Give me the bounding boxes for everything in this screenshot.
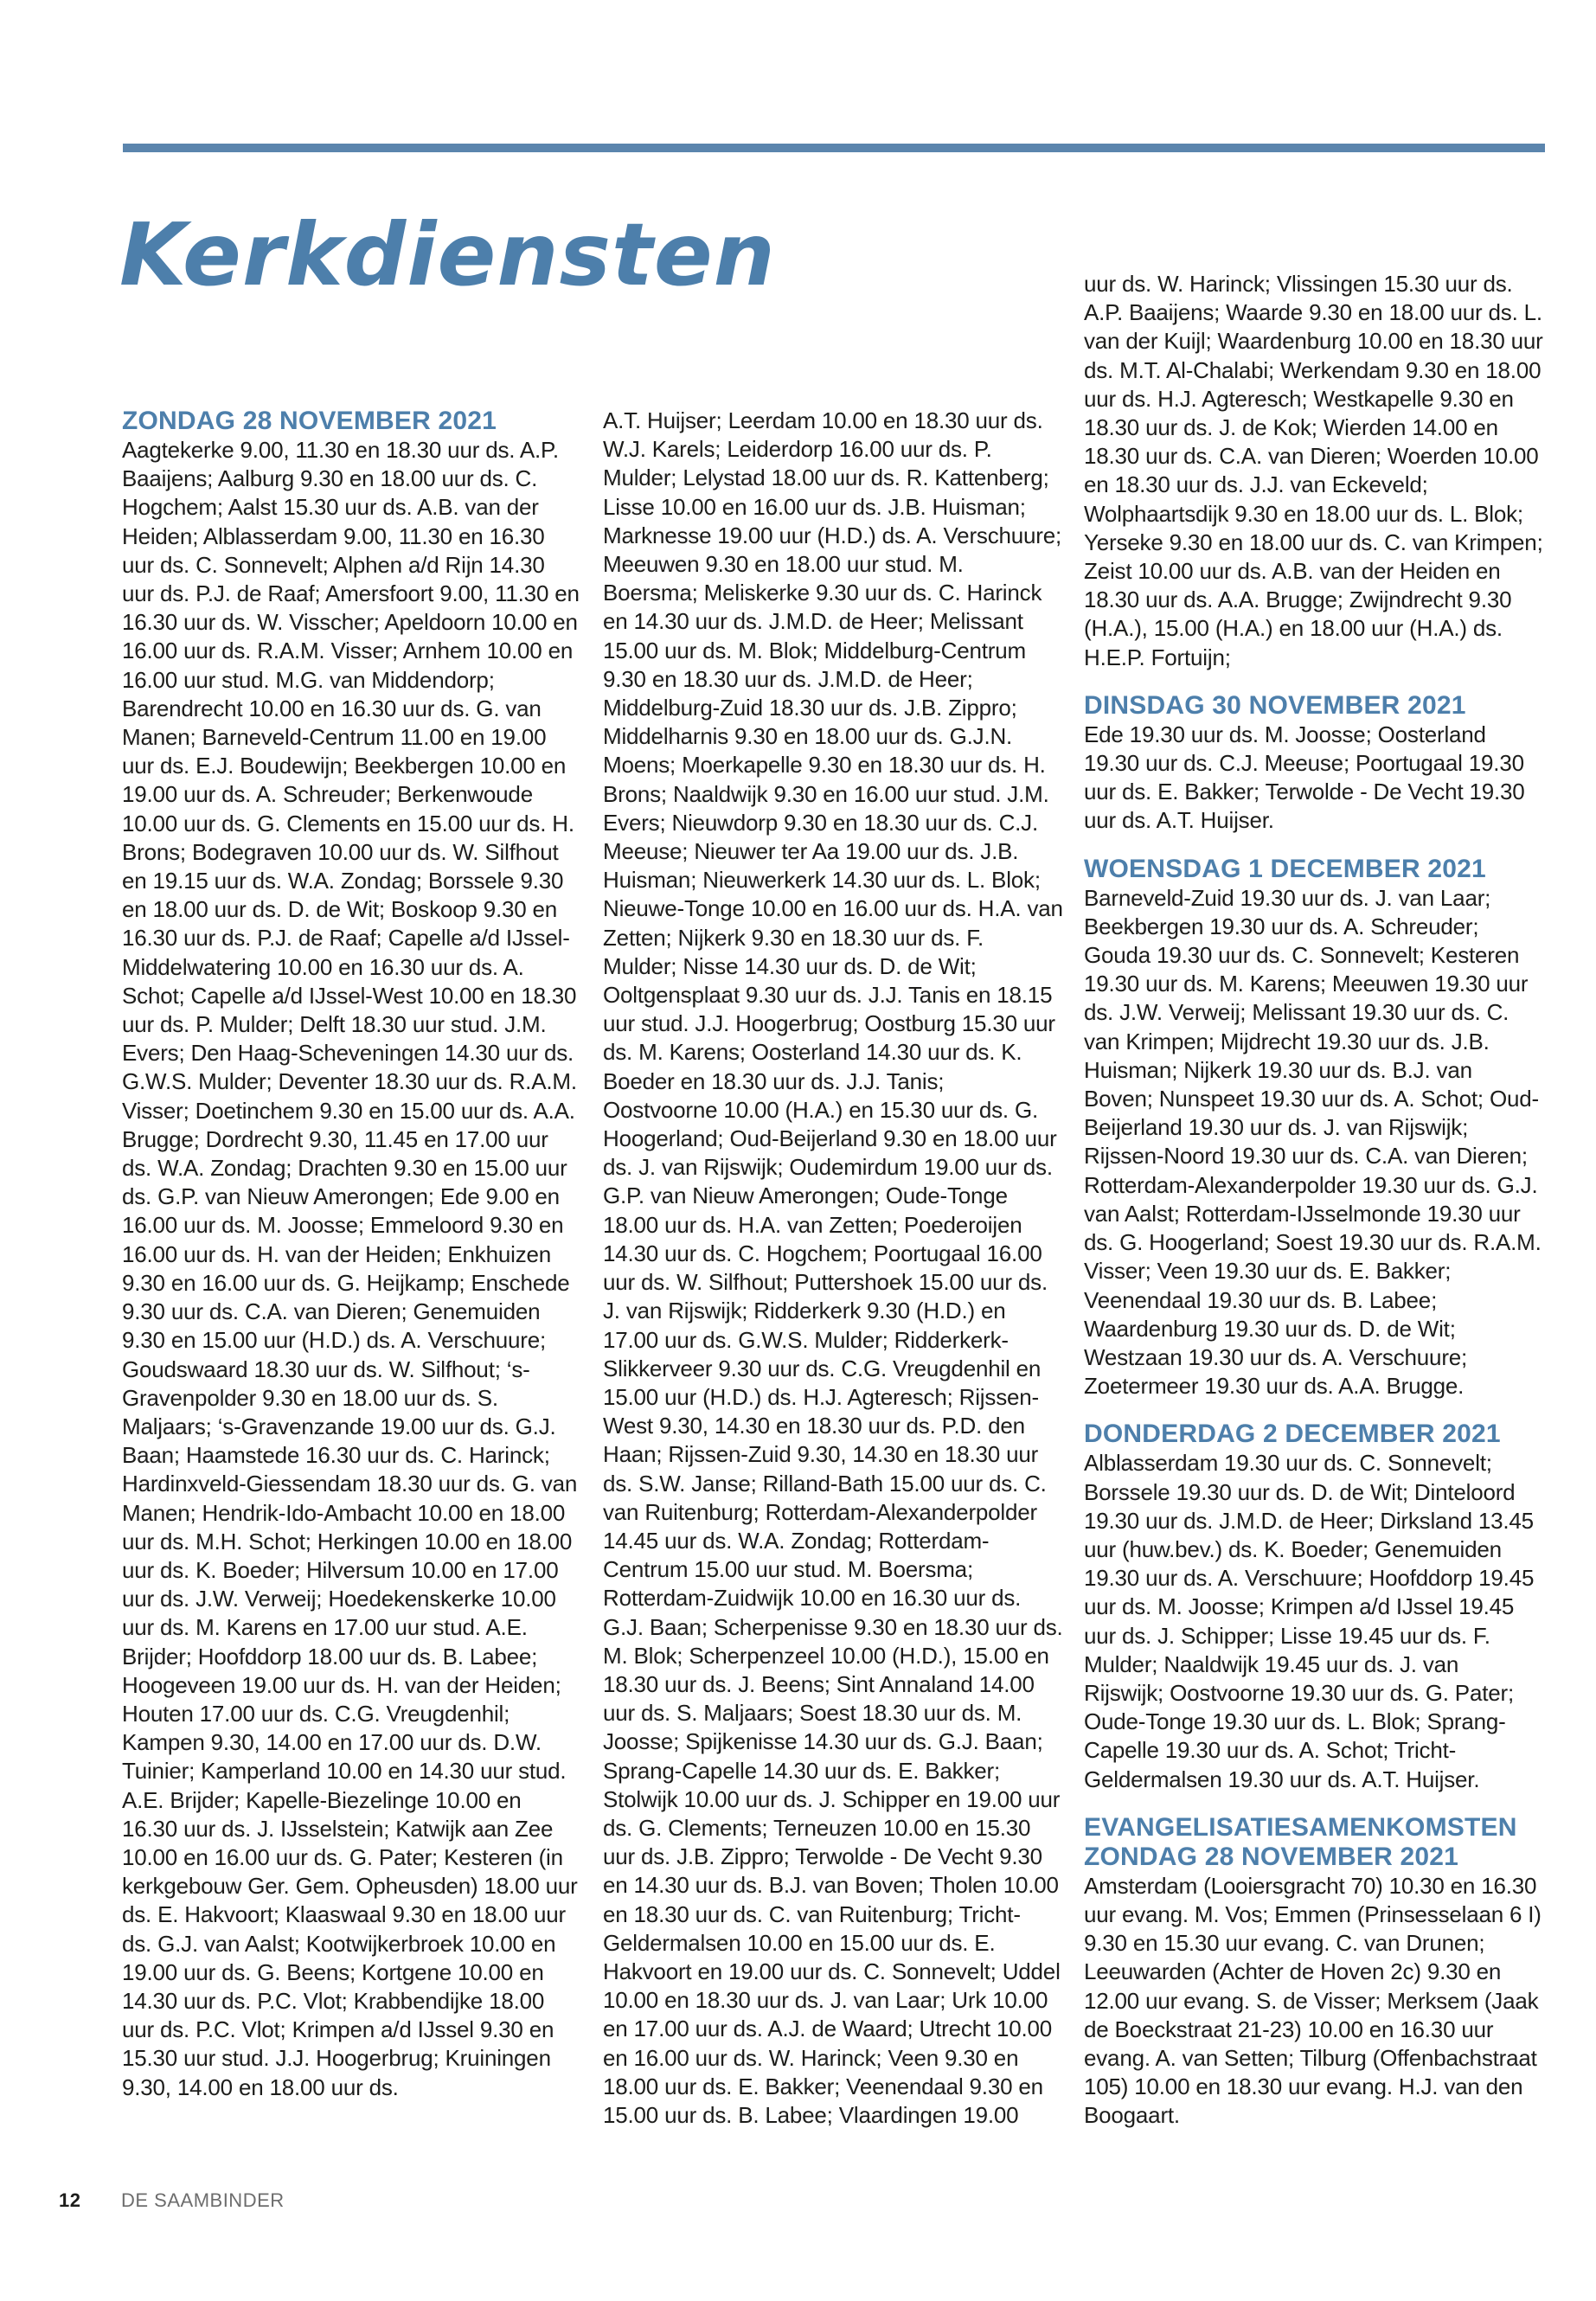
section-body-tuesday: Ede 19.30 uur ds. M. Joosse; Oosterland 19.30 uur ds. C.J. Meeuse; Poortugaal 19.30 uur ds. E. Bakker; Terwolde - De Vecht 19.30 uur ds. A.T. Huijser. — [1084, 721, 1525, 834]
page-number: 12 — [59, 2189, 81, 2211]
top-divider — [123, 144, 1545, 152]
section-heading-sunday: ZONDAG 28 NOVEMBER 2021 — [122, 407, 497, 435]
section-body-sunday: Aagtekerke 9.00, 11.30 en 18.30 uur ds. A.P. Baaijens; Aalburg 9.30 en 18.00 uur ds. C. Hogchem; Aalst 15.30 uur ds. A.B. van der Heiden; Alblasserdam 9.00, 11.30 en 16.30 uur ds. C. Sonnevelt; Alphen a/d Rijn 14.30 uur ds. P.J. de Raaf; Amersfoort 9.00, 11.30 en 16.30 uur ds. W. Visscher; Apeldoorn 10.00 en 16.00 uur ds. R.A.M. Visser; Arnhem 10.00 en 16.00 uur stud. M.G. van Middendorp; Barendrecht 10.00 en 16.30 uur ds. G. van Manen; Barneveld-Centrum 11.00 en 19.00 uur ds. E.J. Boudewijn; Beekbergen 10.00 en 19.00 uur ds. A. Schreuder; Berkenwoude 10.00 uur ds. G. Clements en 15.00 uur ds. H. Brons; Bodegraven 10.00 uur ds. W. Silfhout en 19.15 uur ds. W.A. Zondag; Borssele 9.30 en 18.00 uur ds. D. de Wit; Boskoop 9.30 en 16.30 uur ds. P.J. de Raaf; Capelle a/d IJssel-Middelwatering 10.00 en 16.30 uur ds. A. Schot; Capelle a/d IJssel-West 10.00 en 18.30 uur ds. P. Mulder; Delft 18.30 uur stud. J.M. Evers; Den Haag-Scheveningen 14.30 uur ds. G.W.S. Mulder; Deventer 18.30 uur ds. R.A.M. Visser; Doetinchem 9.30 en 15.00 uur ds. A.A. Brugge; Dordrecht 9.30, 11.45 en 17.00 uur ds. W.A. Zondag; Drachten 9.30 en 15.00 uur ds. G.P. van Nieuw Amerongen; Ede 9.00 en 16.00 uur ds. M. Joosse; Emmeloord 9.30 en 16.00 uur ds. H. van der Heiden; Enkhuizen 9.30 en 16.00 uur ds. G. Heijkamp; Enschede 9.30 uur ds. C.A. van Dieren; Genemuiden 9.30 en 15.00 uur (H.D.) ds. A. Verschuure; Goudswaard 18.30 uur ds. W. Silfhout; ‘s-Gravenpolder 9.30 en 18.00 uur ds. S. Maljaars; ‘s-Gravenzande 19.00 uur ds. G.J. Baan; Haamstede 16.30 uur ds. C. Harinck; Hardinxveld-Giessendam 18.30 uur ds. G. van Manen; Hendrik-Ido-Ambacht 10.00 en 18.00 uur ds. M.H. Schot; Herkingen 10.00 en 18.00 uur ds. K. Boeder; Hilversum 10.00 en 17.00 uur ds. J.W. Verweij; Hoedekenskerke 10.00 uur ds. M. Karens en 17.00 uur stud. A.E. Brijder; Hoofddorp 18.00 uur ds. B. Labee; Hoogeveen 19.00 uur ds. H. van der Heiden; Houten 17.00 uur ds. C.G. Vreugdenhil; Kampen 9.30, 14.00 en 17.00 uur ds. D.W. Tuinier; Kamperland 10.00 en 14.30 uur stud. A.E. Brijder; Kapelle-Biezelinge 10.00 en 16.30 uur ds. J. IJsselstein; Katwijk aan Zee 10.00 en 16.00 uur ds. G. Pater; Kesteren (in kerkgebouw Ger. Gem. Opheusden) 18.00 uur ds. E. Hakvoort; Klaaswaal 9.30 en 18.00 uur ds. G.J. van Aalst; Kootwijkerbroek 10.00 en 19.00 uur ds. G. Beens; Kortgene 10.00 en 14.30 uur ds. P.C. Vlot; Krabbendijke 18.00 uur ds. P.C. Vlot; Krimpen a/d IJssel 9.30 en 15.30 uur stud. J.J. Hoogerbrug; Kruiningen 9.30, 14.00 en 18.00 uur ds. — [122, 437, 580, 2100]
page-title: Kerkdiensten — [119, 204, 776, 305]
section-subheading-evangelization-date: ZONDAG 28 NOVEMBER 2021 — [1084, 1842, 1459, 1871]
publication-name: DE SAAMBINDER — [121, 2189, 285, 2211]
section-body-sunday-continued: A.T. Huijser; Leerdam 10.00 en 18.30 uur ds. W.J. Karels; Leiderdorp 16.00 uur ds. P. Mulder; Lelystad 18.00 uur ds. R. Kattenberg; Lisse 10.00 en 16.00 uur ds. J.B. Huisman; Marknesse 19.00 uur (H.D.) ds. A. Verschuure; Meeuwen 9.30 en 18.00 uur stud. M. Boersma; Meliskerke 9.30 uur ds. C. Harinck en 14.30 uur ds. J.M.D. de Heer; Melissant 15.00 uur ds. M. Blok; Middelburg-Centrum 9.30 en 18.30 uur ds. J.M.D. de Heer; Middelburg-Zuid 18.30 uur ds. J.B. Zippro; Middelharnis 9.30 en 18.00 uur ds. G.J.N. Moens; Moerkapelle 9.30 en 18.30 uur ds. H. Brons; Naaldwijk 9.30 en 16.00 uur stud. J.M. Evers; Nieuwdorp 9.30 en 18.30 uur ds. C.J. Meeuse; Nieuwer ter Aa 19.00 uur ds. J.B. Huisman; Nieuwerkerk 14.30 uur ds. L. Blok; Nieuwe-Tonge 10.00 en 16.00 uur ds. H.A. van Zetten; Nijkerk 9.30 en 18.30 uur ds. F. Mulder; Nisse 14.30 uur ds. D. de Wit; Ooltgensplaat 9.30 uur ds. J.J. Tanis en 18.15 uur stud. J.J. Hoogerbrug; Oostburg 15.30 uur ds. M. Karens; Oosterland 14.30 uur ds. K. Boeder en 18.30 uur ds. J.J. Tanis; Oostvoorne 10.00 (H.A.) en 15.30 uur ds. G. Hoogerland; Oud-Beijerland 9.30 en 18.00 uur ds. J. van Rijswijk; Oudemirdum 19.00 uur ds. G.P. van Nieuw Amerongen; Oude-Tonge 18.00 uur ds. H.A. van Zetten; Poederoijen 14.30 uur ds. C. Hogchem; Poortugaal 16.00 uur ds. W. Silfhout; Puttershoek 15.00 uur ds. J. van Rijswijk; Ridderkerk 9.30 (H.D.) en 17.00 uur ds. G.W.S. Mulder; Ridderkerk-Slikkerveer 9.30 uur ds. C.G. Vreugdenhil en 15.00 uur (H.D.) ds. H.J. Agteresch; Rijssen-West 9.30, 14.30 en 18.30 uur ds. P.D. den Haan; Rijssen-Zuid 9.30, 14.30 en 18.30 uur ds. S.W. Janse; Rilland-Bath 15.00 uur ds. C. van Ruitenburg; Rotterdam-Alexanderpolder 14.45 uur ds. W.A. Zondag; Rotterdam-Centrum 15.00 uur stud. M. Boersma; Rotterdam-Zuidwijk 10.00 en 16.30 uur ds. G.J. Baan; Scherpenisse 9.30 en 18.30 uur ds. M. Blok; Scherpenzeel 10.00 (H.D.), 15.00 en 18.30 uur ds. J. Beens; Sint Annaland 14.00 uur ds. S. Maljaars; Soest 18.30 uur ds. M. Joosse; Spijkenisse 14.30 uur ds. G.J. Baan; Sprang-Capelle 14.30 uur ds. E. Bakker; Stolwijk 10.00 uur ds. J. Schipper en 19.00 uur ds. G. Clements; Terneuzen 10.00 en 15.30 uur ds. J.B. Zippro; Terwolde - De Vecht 9.30 en 14.30 uur ds. B.J. van Boven; Tholen 10.00 en 18.30 uur ds. C. van Ruitenburg; Tricht-Geldermalsen 10.00 en 15.00 uur ds. E. Hakvoort en 19.00 uur ds. C. Sonnevelt; Uddel 10.00 en 18.30 uur ds. J. van Laar; Urk 10.00 en 17.00 uur ds. A.J. de Waard; Utrecht 10.00 en 16.00 uur ds. W. Harinck; Veen 9.30 en 18.00 uur ds. E. Bakker; Veenendaal 9.30 en 15.00 uur ds. B. Labee; Vlaardingen 19.00 — [603, 407, 1063, 2128]
section-heading-thursday: DONDERDAG 2 DECEMBER 2021 — [1084, 1420, 1501, 1449]
section-body-thursday: Alblasserdam 19.30 uur ds. C. Sonnevelt; Borssele 19.30 uur ds. D. de Wit; Dinteloord 19.30 uur ds. J.M.D. de Heer; Dirksland 13.45 uur (huw.bev.) ds. K. Boeder; Genemuiden 19.30 uur ds. A. Verschuure; Hoofddorp 19.45 uur ds. M. Joosse; Krimpen a/d IJssel 19.45 uur ds. J. Schipper; Lisse 19.45 uur ds. F. Mulder; Naaldwijk 19.45 uur ds. J. van Rijswijk; Oostvoorne 19.30 uur ds. G. Pater; Oude-Tonge 19.30 uur ds. L. Blok; Sprang-Capelle 19.30 uur ds. A. Schot; Tricht-Geldermalsen 19.30 uur ds. A.T. Huijser. — [1084, 1450, 1535, 1792]
section-body-evangelization: Amsterdam (Looiersgracht 70) 10.30 en 16.30 uur evang. M. Vos; Emmen (Prinsesselaan 6 I) 9.30 en 15.30 uur evang. C. van Drunen; Leeuwarden (Achter de Hoven 2c) 9.30 en 12.00 uur evang. S. de Visser; Merksem (Jaak de Boeckstraat 21-23) 10.00 en 16.30 uur evang. A. van Setten; Tilburg (Offenbachstraat 105) 10.00 en 18.30 uur evang. H.J. van den Boogaart. — [1084, 1872, 1542, 2129]
section-heading-tuesday: DINSDAG 30 NOVEMBER 2021 — [1084, 690, 1466, 720]
column-1 — [122, 407, 582, 2171]
section-body-sunday-end: uur ds. W. Harinck; Vlissingen 15.30 uur ds. A.P. Baaijens; Waarde 9.30 en 18.00 uur ds. L. van der Kuijl; Waardenburg 10.00 en 18.30 uur ds. M.T. Al-Chalabi; Werkendam 9.30 en 18.00 uur ds. H.J. Agteresch; Westkapelle 9.30 en 18.30 uur ds. J. de Kok; Wierden 14.00 en 18.30 uur ds. C.A. van Dieren; Woerden 10.00 en 18.30 uur ds. J.J. van Eckeveld; Wolphaartsdijk 9.30 en 18.00 uur ds. L. Blok; Yerseke 9.30 en 18.00 uur ds. C. van Krimpen; Zeist 10.00 uur ds. A.B. van der Heiden en 18.30 uur ds. A.A. Brugge; Zwijndrecht 9.30 (H.A.), 15.00 (H.A.) en 18.00 uur (H.A.) ds. H.E.P. Fortuijn; — [1084, 271, 1543, 670]
column-2 — [603, 407, 1063, 2171]
section-body-wednesday: Barneveld-Zuid 19.30 uur ds. J. van Laar; Beekbergen 19.30 uur ds. A. Schreuder; Gouda 19.30 uur ds. C. Sonnevelt; Kesteren 19.30 uur ds. M. Karens; Meeuwen 19.30 uur ds. J.W. Verweij; Melissant 19.30 uur ds. C. van Krimpen; Mijdrecht 19.30 uur ds. J.B. Huisman; Nijkerk 19.30 uur ds. B.J. van Boven; Nunspeet 19.30 uur ds. A. Schot; Oud-Beijerland 19.30 uur ds. J. van Rijswijk; Rijssen-Noord 19.30 uur ds. C.A. van Dieren; Rotterdam-Alexanderpolder 19.30 uur ds. G.J. van Aalst; Rotterdam-IJsselmonde 19.30 uur ds. G. Hoogerland; Soest 19.30 uur ds. R.A.M. Visser; Veen 19.30 uur ds. E. Bakker; Veenendaal 19.30 uur ds. B. Labee; Waardenburg 19.30 uur ds. D. de Wit; Westzaan 19.30 uur ds. A. Verschuure; Zoetermeer 19.30 uur ds. A.A. Brugge. — [1084, 884, 1542, 1400]
section-heading-evangelization: EVANGELISATIESAMENKOMSTEN — [1084, 1812, 1517, 1842]
section-heading-wednesday: WOENSDAG 1 DECEMBER 2021 — [1084, 854, 1486, 883]
page-footer — [59, 2189, 285, 2212]
column-3 — [1084, 270, 1544, 2173]
